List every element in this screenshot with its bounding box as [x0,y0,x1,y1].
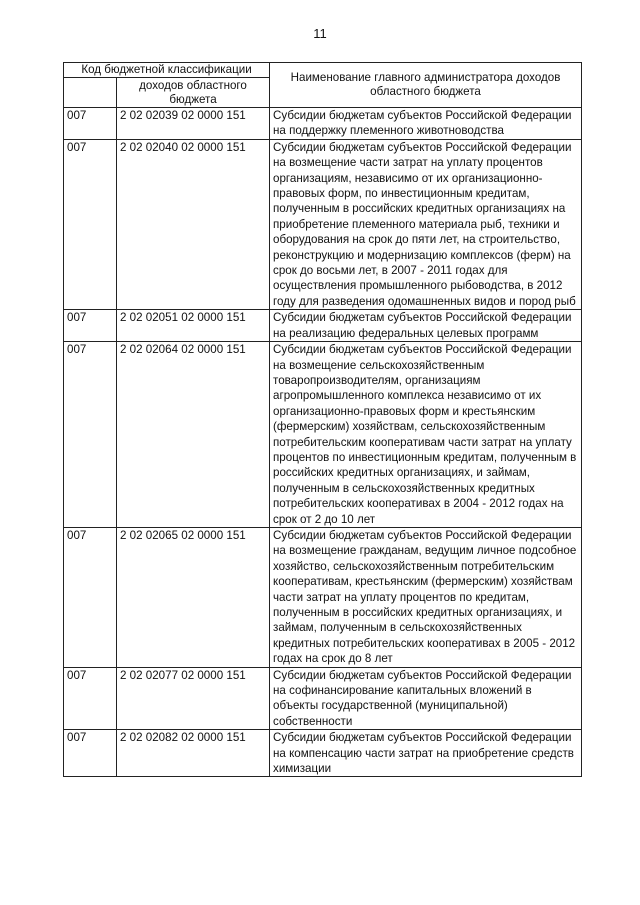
revenue-code-cell: 2 02 02051 02 0000 151 [117,310,270,342]
revenue-name-cell: Субсидии бюджетам субъектов Российской Федерации на возмещение части затрат на уплату процентов организациям, независимо от их организационно-правовых форм, по инвестиционным кредитам, полученным в российских кредитных организациях на приобретение племенного материала рыб, техники и оборудования на срок до пяти лет, на строительство, реконструкцию и модернизацию комплексов (ферм) на срок до восьми лет, в 2007 - 2011 годах для осуществления промышленного рыбоводства, в 2012 году для разведения одомашненных видов и пород рыб [270,139,582,309]
table-row [64,730,582,777]
revenue-name-cell: Субсидии бюджетам субъектов Российской Федерации на возмещение гражданам, ведущим личное подсобное хозяйство, сельскохозяйственным потребительским кооперативам, крестьянским (фермерским) хозяйствам части затрат на уплату процентов по кредитам, полученным в российских кредитных организациях, и займам, полученным в сельскохозяйственных кредитных потребительских кооперативах в 2005 - 2012 годах на срок до 8 лет [270,527,582,667]
administrator-code-cell: 007 [64,139,117,309]
header-administrator-name: Наименование главного администратора доходов областного бюджета [270,63,582,108]
administrator-code-cell: 007 [64,310,117,342]
table-row [64,342,582,528]
administrator-code-cell: 007 [64,730,117,777]
header-budget-classification-code: Код бюджетной классификации [64,63,270,78]
revenue-name-cell: Субсидии бюджетам субъектов Российской Федерации на софинансирование капитальных вложений в объекты государственной (муниципальной) собственности [270,667,582,730]
page-number: 11 [313,26,327,41]
revenue-name-cell: Субсидии бюджетам субъектов Российской Федерации на реализацию федеральных целевых программ [270,310,582,342]
revenue-name-cell: Субсидии бюджетам субъектов Российской Федерации на компенсацию части затрат на приобретение средств химизации [270,730,582,777]
table-row [64,310,582,342]
administrator-code-cell: 007 [64,342,117,528]
revenue-code-cell: 2 02 02064 02 0000 151 [117,342,270,528]
revenue-code-cell: 2 02 02039 02 0000 151 [117,108,270,140]
administrator-code-cell: 007 [64,108,117,140]
revenue-name-cell: Субсидии бюджетам субъектов Российской Федерации на возмещение сельскохозяйственным товаропроизводителям, организациям агропромышленного комплекса независимо от их организационно-правовых форм и крестьянским (фермерским) хозяйствам, сельскохозяйственным потребительским кооперативам части затрат на уплату процентов по инвестиционным кредитам, полученным в российских кредитных организациях, и займам, полученным в сельскохозяйственных кредитных потребительских кооперативах в 2004 - 2012 годах на срок от 2 до 10 лет [270,342,582,528]
administrator-code-cell: 007 [64,527,117,667]
table-row [64,667,582,730]
revenue-code-cell: 2 02 02065 02 0000 151 [117,527,270,667]
administrator-code-cell: 007 [64,667,117,730]
table-row [64,139,582,309]
revenue-code-cell: 2 02 02040 02 0000 151 [117,139,270,309]
table-row [64,527,582,667]
budget-classification-table [63,62,582,777]
header-revenue-code: доходов областного бюджета [117,78,270,108]
revenue-name-cell: Субсидии бюджетам субъектов Российской Федерации на поддержку племенного животноводства [270,108,582,140]
header-administrator-code [64,78,117,108]
table-row [64,108,582,140]
revenue-code-cell: 2 02 02077 02 0000 151 [117,667,270,730]
revenue-code-cell: 2 02 02082 02 0000 151 [117,730,270,777]
